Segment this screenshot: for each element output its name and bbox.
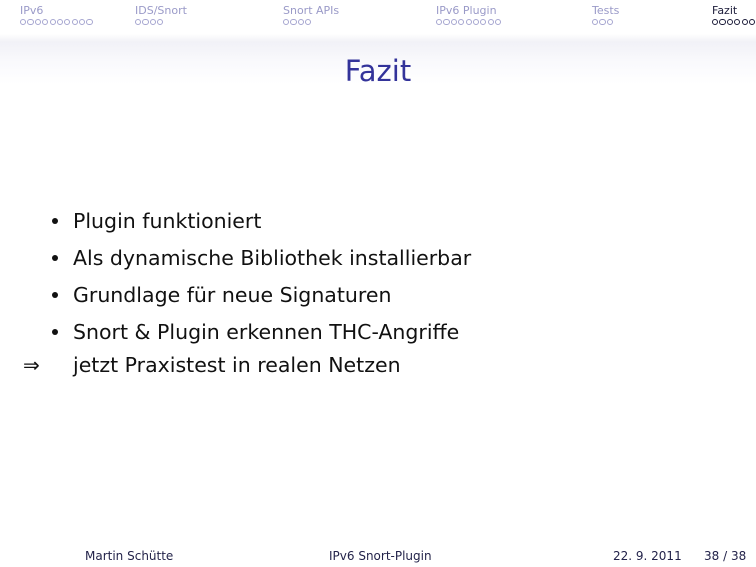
nav-section-label[interactable]: IPv6 Plugin xyxy=(436,4,497,17)
nav-dot[interactable] xyxy=(451,19,457,25)
nav-dot[interactable] xyxy=(443,19,449,25)
slide-title: Fazit xyxy=(344,54,412,88)
nav-dot[interactable] xyxy=(495,19,501,25)
nav-section-fazit[interactable] xyxy=(712,4,756,27)
nav-dot[interactable] xyxy=(42,19,48,25)
nav-dot[interactable] xyxy=(290,19,296,25)
nav-section-label[interactable]: Snort APIs xyxy=(283,4,340,17)
bullet-item xyxy=(49,240,471,277)
nav-dot[interactable] xyxy=(35,19,41,25)
bullet-text: Grundlage für neue Signaturen xyxy=(73,283,392,307)
nav-dot[interactable] xyxy=(749,19,755,25)
bullet-item xyxy=(49,314,471,351)
nav-dot[interactable] xyxy=(150,19,156,25)
nav-dot[interactable] xyxy=(64,19,70,25)
nav-dot[interactable] xyxy=(458,19,464,25)
nav-dot[interactable] xyxy=(86,19,92,25)
conclusion-text: jetzt Praxistest in realen Netzen xyxy=(73,353,401,377)
nav-section-ipv6[interactable] xyxy=(20,4,93,27)
nav-dot[interactable] xyxy=(473,19,479,25)
nav-section-label[interactable]: IDS/Snort xyxy=(135,4,187,17)
nav-dot[interactable] xyxy=(283,19,289,25)
nav-dot[interactable] xyxy=(135,19,141,25)
nav-dot[interactable] xyxy=(599,19,605,25)
nav-dot[interactable] xyxy=(719,19,725,25)
nav-dot[interactable] xyxy=(50,19,56,25)
nav-progress-dots xyxy=(20,19,93,27)
bullet-text: Plugin funktioniert xyxy=(73,209,262,233)
bullet-item xyxy=(49,277,471,314)
nav-progress-dots xyxy=(592,19,619,27)
nav-progress-dots xyxy=(283,19,339,27)
nav-dot[interactable] xyxy=(607,19,613,25)
bullet-text: Als dynamische Bibliothek installierbar xyxy=(73,246,472,270)
bullet-icon xyxy=(52,329,58,335)
nav-dot[interactable] xyxy=(142,19,148,25)
nav-dot[interactable] xyxy=(72,19,78,25)
bullet-icon xyxy=(52,292,58,298)
nav-dot[interactable] xyxy=(488,19,494,25)
nav-progress-dots xyxy=(135,19,187,27)
nav-section-label[interactable]: IPv6 xyxy=(20,4,44,17)
nav-dot[interactable] xyxy=(305,19,311,25)
nav-section-snort-apis[interactable] xyxy=(283,4,339,27)
nav-dot[interactable] xyxy=(436,19,442,25)
nav-section-label[interactable]: Fazit xyxy=(712,4,738,17)
bullet-icon xyxy=(52,218,58,224)
nav-dot[interactable] xyxy=(20,19,26,25)
nav-dot[interactable] xyxy=(480,19,486,25)
bullet-text: Snort & Plugin erkennen THC-Angriffe xyxy=(73,320,460,344)
nav-dot[interactable] xyxy=(79,19,85,25)
nav-progress-dots xyxy=(712,19,756,27)
footer-author: Martin Schütte xyxy=(85,549,174,563)
nav-section-tests[interactable] xyxy=(592,4,619,27)
nav-dot[interactable] xyxy=(298,19,304,25)
nav-dot[interactable] xyxy=(57,19,63,25)
nav-dot[interactable] xyxy=(727,19,733,25)
nav-section-label[interactable]: Tests xyxy=(592,4,620,17)
nav-section-ids-snort[interactable] xyxy=(135,4,187,27)
nav-dot[interactable] xyxy=(466,19,472,25)
footer-date: 22. 9. 2011 xyxy=(613,549,682,563)
nav-dot[interactable] xyxy=(712,19,718,25)
bullet-icon xyxy=(52,255,58,261)
footer-talk-title: IPv6 Snort-Plugin xyxy=(329,549,432,563)
conclusion-line xyxy=(23,347,401,384)
nav-dot[interactable] xyxy=(734,19,740,25)
footer-page-number: 38 / 38 xyxy=(704,549,747,563)
nav-section-ipv6-plugin[interactable] xyxy=(436,4,501,27)
nav-dot[interactable] xyxy=(742,19,748,25)
nav-progress-dots xyxy=(436,19,501,27)
bullet-item xyxy=(49,203,471,240)
bullet-list xyxy=(49,203,471,351)
nav-dot[interactable] xyxy=(157,19,163,25)
implies-arrow-icon: ⇒ xyxy=(23,353,40,377)
nav-dot[interactable] xyxy=(592,19,598,25)
nav-dot[interactable] xyxy=(27,19,33,25)
